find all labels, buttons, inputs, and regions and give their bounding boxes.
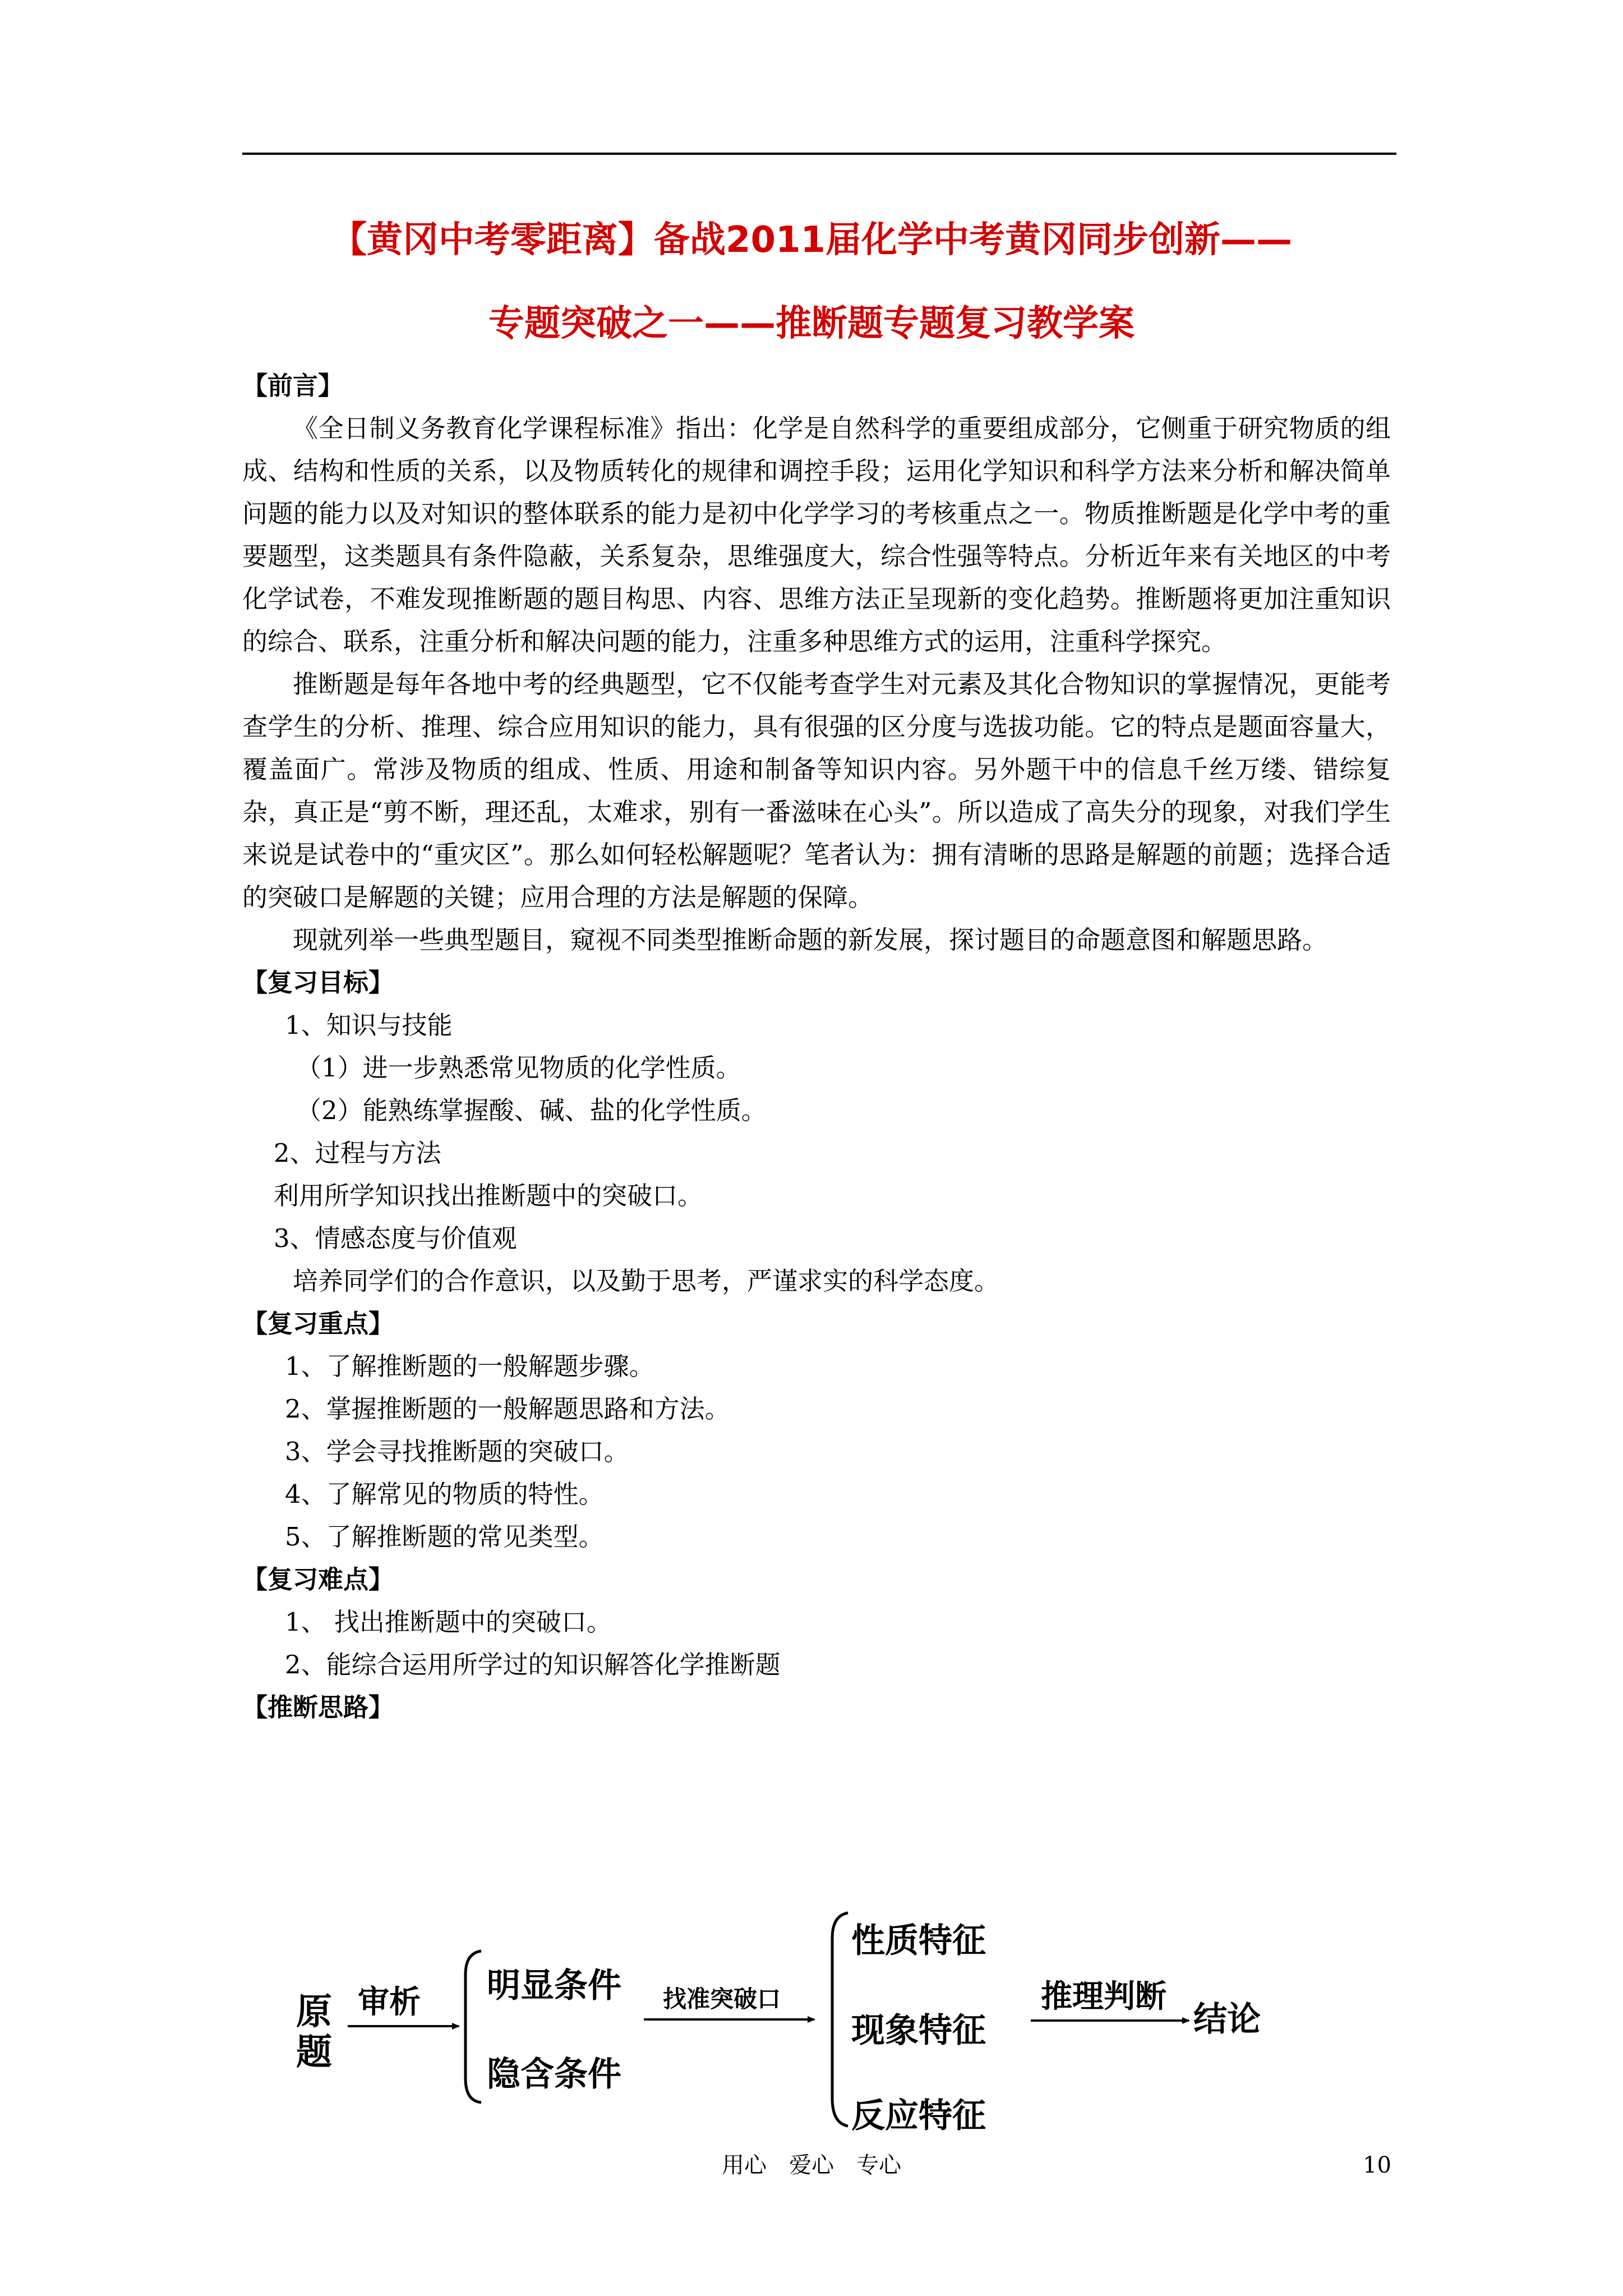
difficulty-item: 2、能综合运用所学过的知识解答化学推断题 [285, 1650, 781, 1680]
key-point-item: 3、学会寻找推断题的突破口。 [285, 1437, 629, 1466]
goal-item-3: 3、情感态度与价值观 [274, 1223, 517, 1253]
preface-paragraph-3: 现就列举一些典型题目，窥视不同类型推断命题的新发展，探讨题目的命题意图和解题思路。 [293, 925, 1328, 955]
diagram-reasoning: 推理判断 [1041, 1978, 1166, 2015]
key-point-item: 4、了解常见的物质的特性。 [285, 1479, 604, 1509]
goal-item-3-text: 培养同学们的合作意识，以及勤于思考，严谨求实的科学态度。 [293, 1266, 1000, 1296]
preface-paragraph-1: 《全日制义务教育化学课程标准》指出：化学是自然科学的重要组成部分，它侧重于研究物质的组成、结构和性质的关系，以及物质转化的规律和调控手段；运用化学知识和科学方法来分析和解决简单问题的能力以及对知识的整体联系的能力是初中化学学习的考核重点之一。物质推断题是化学中考的重要题型，这类题具有条件隐蔽，关系复杂，思维强度大，综合性强等特点。分析近年来有关地区的中考化学试卷，不难发现推断题的题目构思、内容、思维方法正呈现新的变化趋势。推断题将更加注重知识的综合、联系，注重分析和解决问题的能力，注重多种思维方式的运用，注重科学探究。 [242, 413, 1391, 656]
diagram-breakthrough: 找准突破口 [663, 1985, 781, 2013]
diagram-ti: 题 [296, 2032, 332, 2073]
goal-item-2: 2、过程与方法 [274, 1138, 441, 1168]
goal-item-1-sub-1: （1）进一步熟悉常见物质的化学性质。 [296, 1053, 741, 1083]
diagram-conclusion: 结论 [1193, 2000, 1261, 2039]
preface-heading: 【前言】 [242, 371, 344, 401]
right-brace [832, 1913, 848, 2126]
document-body [242, 365, 1391, 1729]
approach-heading: 【推断思路】 [242, 1692, 394, 1722]
diagram-phenomenon: 现象特征 [851, 2011, 986, 2050]
title-line-1: 【黄冈中考零距离】备战2011届化学中考黄冈同步创新—— [330, 219, 1293, 261]
preface-paragraph-2: 推断题是每年各地中考的经典题型，它不仅能考查学生对元素及其化合物知识的掌握情况，更能考查学生的分析、推理、综合应用知识的能力，具有很强的区分度与选拔功能。它的特点是题面容量大，覆盖面广。常涉及物质的组成、性质、用途和制备等知识内容。另外题干中的信息千丝万缕、错综复杂，真正是“剪不断，理还乱，太难求，别有一番滋味在心头”。所以造成了高失分的现象，对我们学生来说是试卷中的“重灾区”。那么如何轻松解题呢？笔者认为：拥有清晰的思路是解题的前题；选择合适的突破口是解题的关键；应用合理的方法是解题的保障。 [242, 669, 1391, 912]
diagram-shenxi: 审析 [358, 1984, 421, 2021]
title-line-2: 专题突破之一——推断题专题复习教学案 [488, 303, 1135, 344]
goals-heading: 【复习目标】 [242, 968, 394, 997]
diagram-obvious: 明显条件 [487, 1966, 621, 2005]
goal-item-1: 1、知识与技能 [285, 1010, 453, 1040]
difficulty-item: 1、 找出推断题中的突破口。 [285, 1607, 612, 1637]
footer-text: 用心 爱心 专心 [722, 2152, 901, 2178]
diagram-yuan: 原 [296, 1991, 332, 2033]
difficulties-heading: 【复习难点】 [242, 1565, 394, 1594]
left-brace [465, 1951, 481, 2102]
header-rule [242, 153, 1396, 155]
key-point-item: 2、掌握推断题的一般解题思路和方法。 [285, 1394, 730, 1424]
page-number: 10 [1363, 2152, 1391, 2178]
key-point-item: 1、了解推断题的一般解题步骤。 [285, 1351, 654, 1381]
goal-item-2-text: 利用所学知识找出推断题中的突破口。 [274, 1181, 703, 1211]
key-points-heading: 【复习重点】 [242, 1309, 394, 1338]
diagram-reaction: 反应特征 [851, 2096, 986, 2136]
key-point-item: 5、了解推断题的常见类型。 [285, 1522, 604, 1552]
diagram-hidden: 隐含条件 [487, 2055, 621, 2094]
diagram-property: 性质特征 [851, 1921, 986, 1961]
goal-item-1-sub-2: （2）能熟练掌握酸、碱、盐的化学性质。 [296, 1096, 767, 1125]
